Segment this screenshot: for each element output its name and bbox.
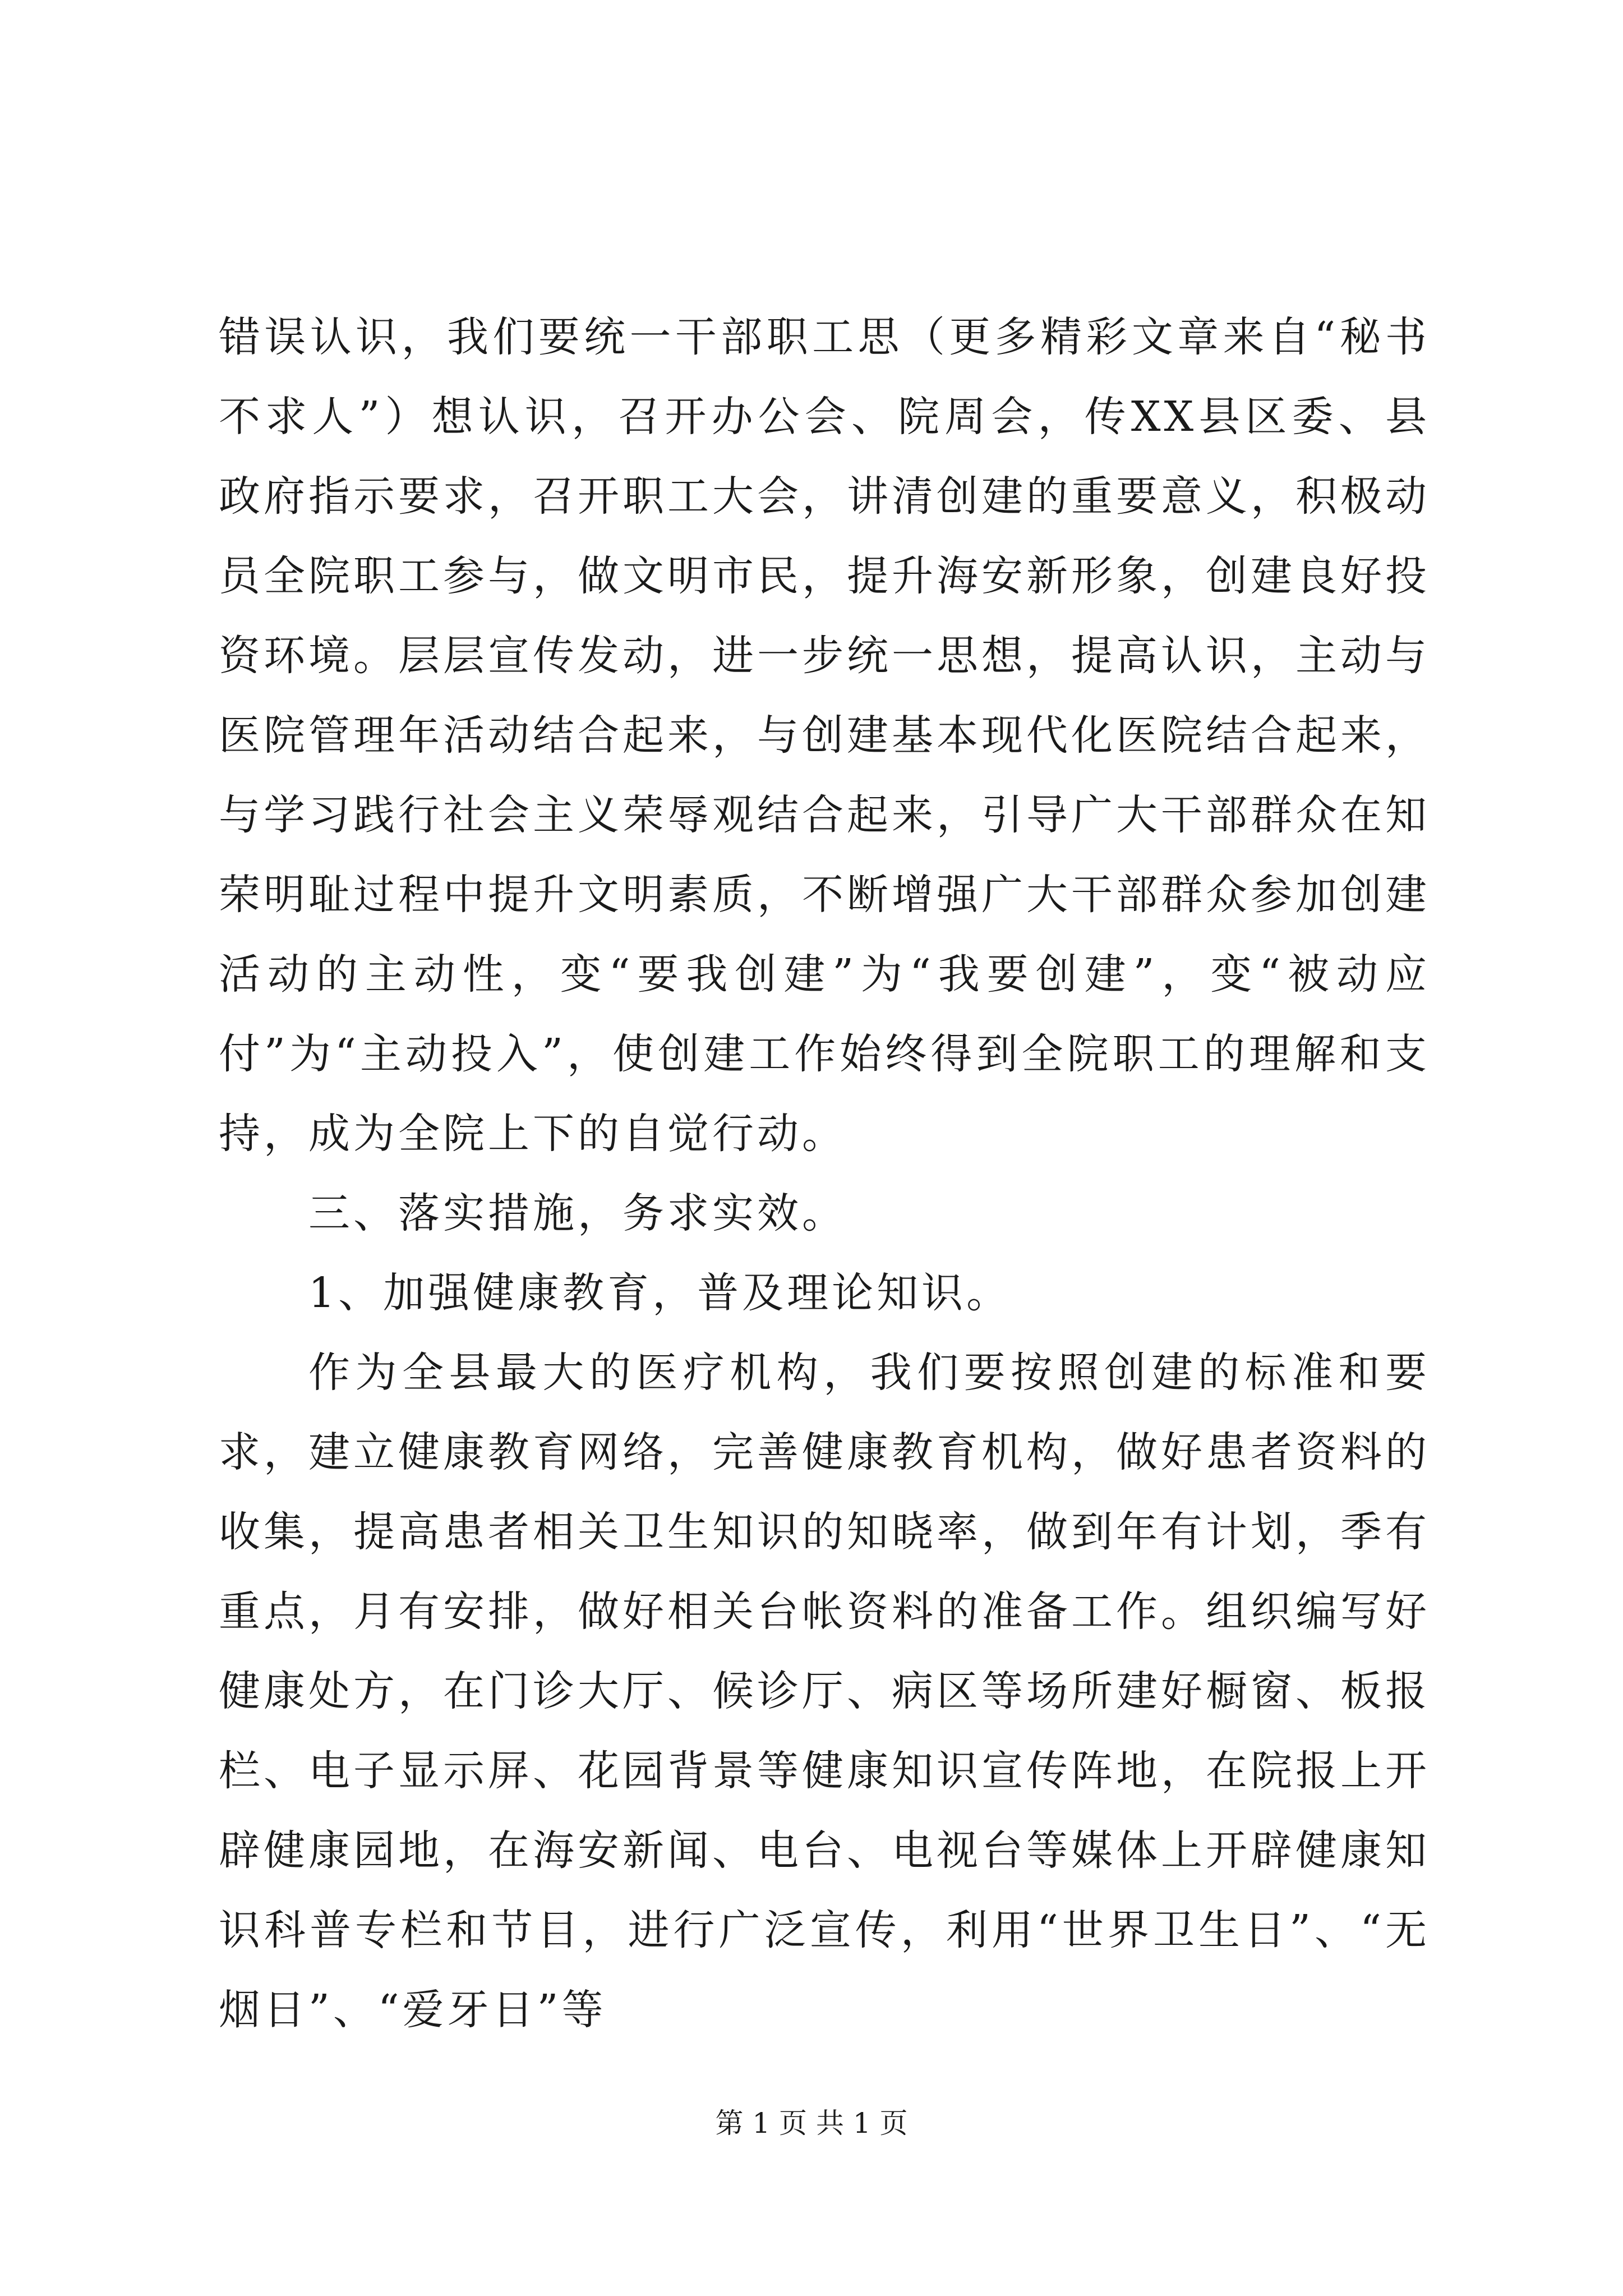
page-footer: 第 1 页 共 1 页 [715,2107,908,2139]
paragraph-4: 作为全县最大的医疗机构，我们要按照创建的标准和要求，建立健康教育网络，完善健康教育机构，做好患者资料的收集，提高患者相关卫生知识的知晓率，做到年有计划，季有重点，月有安排，做好相关台帐资料的准备工作。组织编写好健康处方，在门诊大厅、候诊厅、病区等场所建好橱窗、板报栏、电子显示屏、花园背景等健康知识宣传阵地，在院报上开辟健康园地，在海安新闻、电台、电视台等媒体上开辟健康知识科普专栏和节目，进行广泛宣传，利用“世界卫生日”、“无烟日”、“爱牙日”等 [219,1349,1430,2034]
paragraph-3-subheading: 1、加强健康教育，普及理论知识。 [308,1269,1012,1317]
paragraph-2-heading: 三、落实措施，务求实效。 [308,1189,847,1237]
paragraph-1: 错误认识，我们要统一干部职工思（更多精彩文章来自“秘书不求人”）想认识，召开办公会、院周会，传XX县区委、县政府指示要求，召开职工大会，讲清创建的重要意义，积极动员全院职工参与，做文明市民，提升海安新形象，创建良好投资环境。层层宣传发动，进一步统一思想，提高认识，主动与医院管理年活动结合起来，与创建基本现代化医院结合起来，与学习践行社会主义荣辱观结合起来，引导广大干部群众在知荣明耻过程中提升文明素质，不断增强广大干部群众参加创建活动的主动性，变“要我创建”为“我要创建”，变“被动应付”为“主动投入”，使创建工作始终得到全院职工的理解和支持，成为全院上下的自觉行动。 [219,313,1430,1158]
document-body [219,297,1430,2050]
